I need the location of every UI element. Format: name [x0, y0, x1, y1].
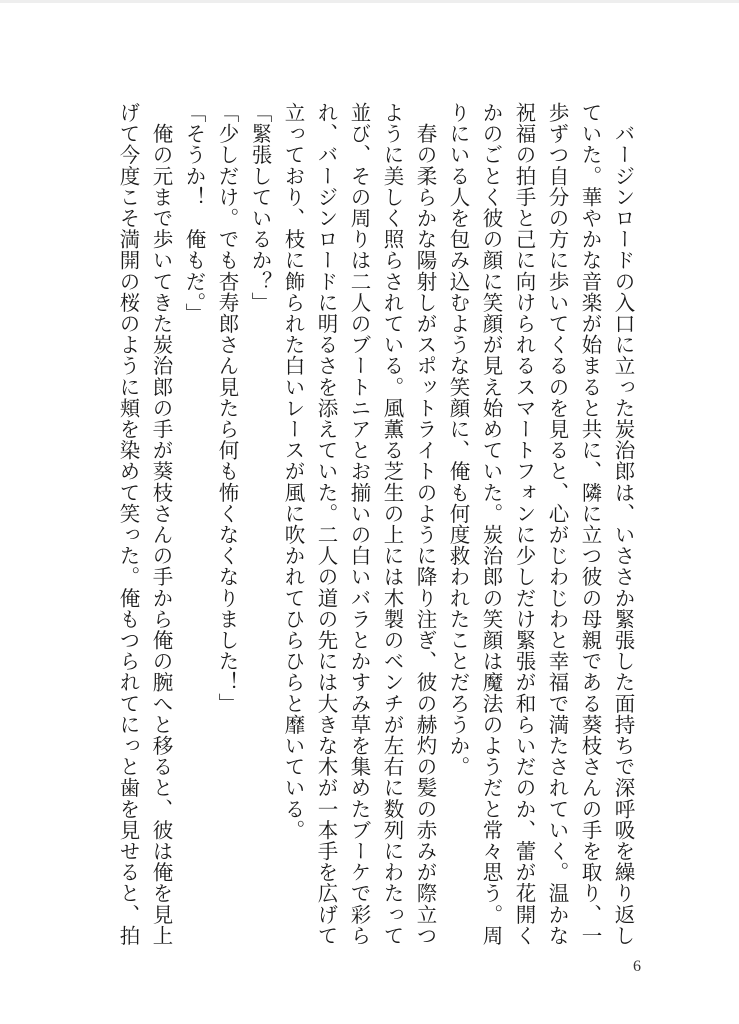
text-line: かのごとく彼の顔に笑顔が見え始めていた。炭治郎の笑顔は魔法のようだと常々思う。周 [479, 102, 503, 946]
text-line: 祝福の拍手と己に向けられるスマートフォンに少しだけ緊張が和らいだのか、蕾が花開く [512, 102, 536, 946]
page-top-edge [0, 0, 739, 3]
text-line: 歩ずつ自分の方に歩いてくるのを見ると、心がじわじわと幸福で満たされていく。温かな [545, 102, 569, 946]
text-line: げて今度こそ満開の桜のように頬を染めて笑った。俺もつられてにっと歯を見せると、拍 [116, 102, 140, 946]
text-line: りにいる人を包み込むような笑顔に、俺も何度救われたことだろうか。 [446, 102, 470, 778]
dialogue-line: 「そうか！ 俺もだ。」 [182, 102, 206, 324]
text-line: ていた。華やかな音楽が始まると共に、隣に立つ彼の母親である葵枝さんの手を取り、一 [578, 102, 602, 946]
vertical-text-body [111, 102, 639, 946]
text-line: ように美しく照らされている。風薫る芝生の上には木製のベンチが左右に数列にわたって [380, 102, 404, 946]
dialogue-line: 「少しだけ。でも杏寿郎さん見たら何も怖くなくなりました！」 [215, 102, 239, 714]
text-line: 俺の元まで歩いてきた炭治郎の手が葵枝さんの手から俺の腕へと移ると、彼は俺を見上 [149, 102, 173, 946]
text-line: 立っており、枝に飾られた白いレースが風に吹かれてひらひらと靡いている。 [281, 102, 305, 841]
text-line: れ、バージンロードに明るさを添えていた。二人の道の先には大きな木が一本手を広げて [314, 102, 338, 946]
text-line: 並び、その周りは二人のブートニアとお揃いの白いバラとかすみ草を集めたブーケで彩ら [347, 102, 371, 946]
page-number: 6 [633, 958, 641, 975]
dialogue-line: 「緊張しているか？」 [248, 102, 272, 313]
text-line: 春の柔らかな陽射しがスポットライトのように降り注ぎ、彼の赫灼の髪の赤みが際立つ [413, 102, 437, 946]
text-line: バージンロードの入口に立った炭治郎は、いささか緊張した面持ちで深呼吸を繰り返し [611, 102, 635, 946]
